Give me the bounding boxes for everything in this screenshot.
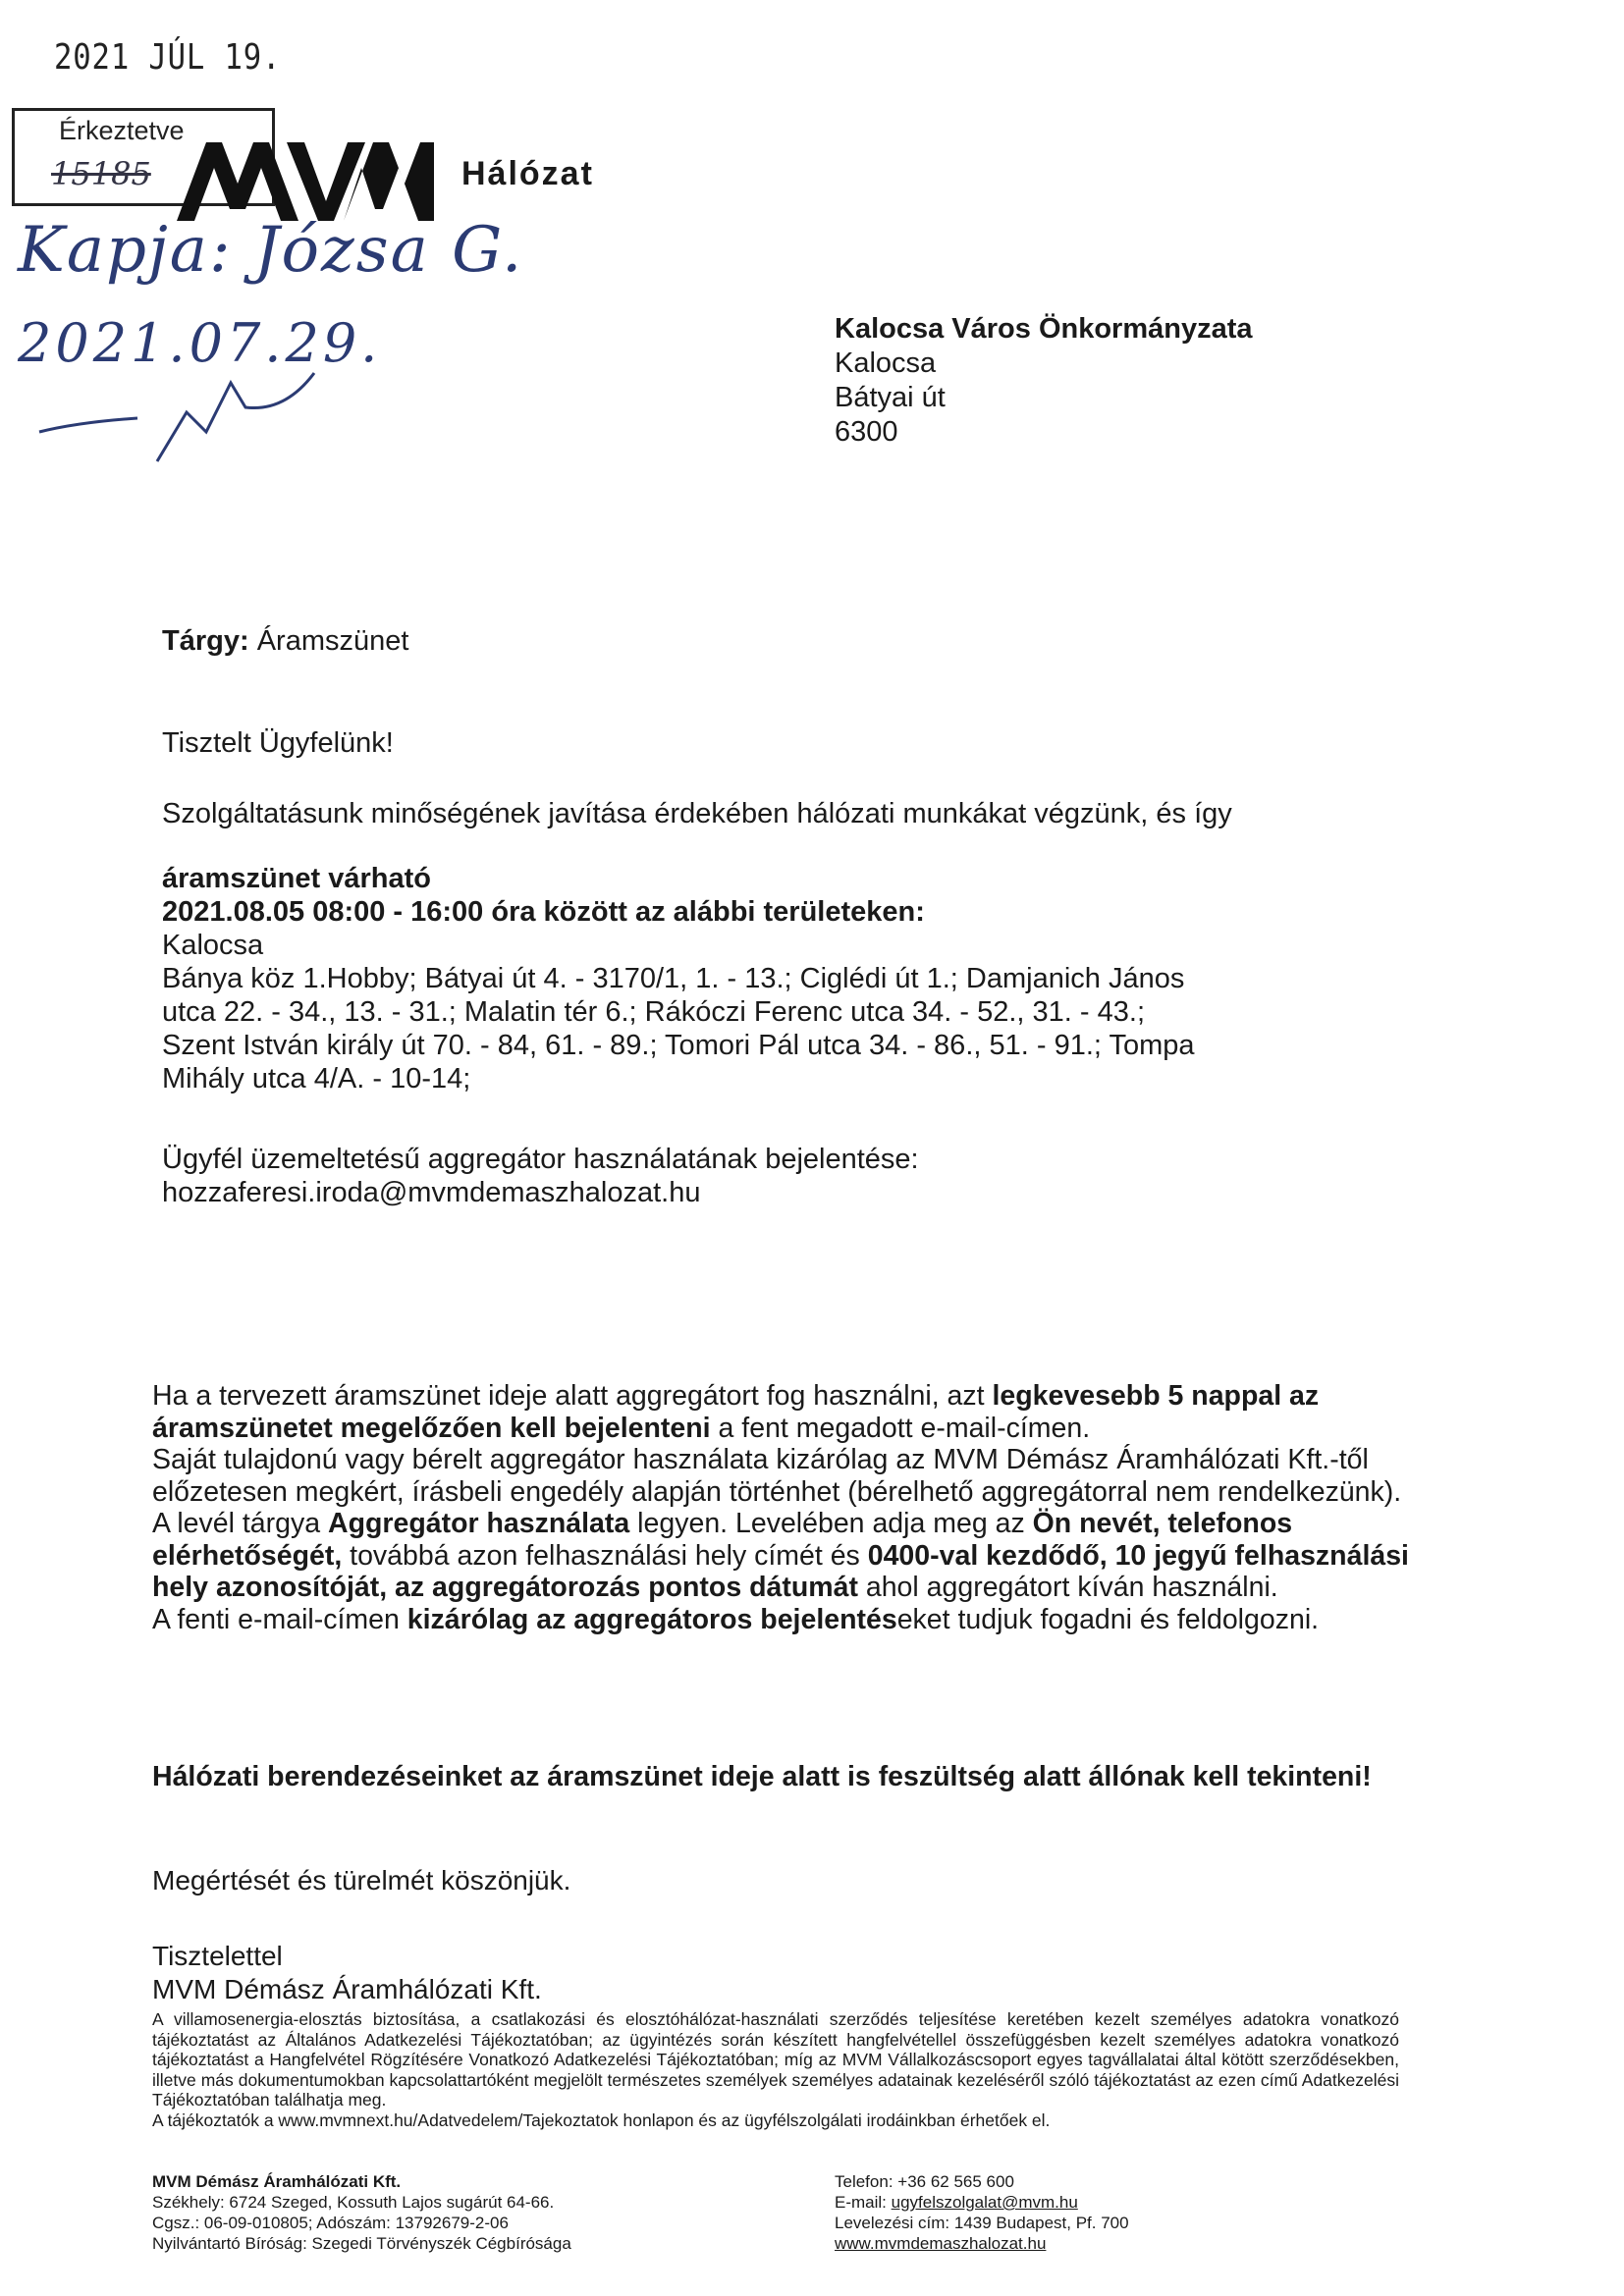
- subject-label: Tárgy:: [162, 625, 249, 657]
- recipient-city: Kalocsa: [835, 347, 937, 379]
- handwritten-signature: [20, 353, 334, 471]
- recipient-name: Kalocsa Város Önkormányzata: [835, 313, 1253, 345]
- footer-phone: Telefon: +36 62 565 600: [835, 2172, 1014, 2191]
- received-stamp-label: Érkeztetve: [59, 116, 185, 145]
- received-stamp-number: 15185: [51, 155, 151, 192]
- safety-warning: Hálózati berendezéseinket az áramszünet ideje alatt is feszültség alatt állónak kell tekinteni!: [152, 1761, 1372, 1792]
- notice-text: A levél tárgya: [152, 1508, 329, 1539]
- footer-web-link[interactable]: www.mvmdemaszhalozat.hu: [835, 2234, 1047, 2253]
- privacy-notice: [152, 2009, 1399, 2130]
- footer-contact-info: [835, 2171, 1129, 2254]
- privacy-text: A villamosenergia-elosztás biztosítása, a csatlakozási és elosztóhálózat-használati szerződés teljesítése keretében kezelt személyes adatokra vonatkozó tájékoztatást az Általános Adatkezelési Tájékoztatóban; az ügyintézés során készített hangfelvétellel összefüggésben kezelt személyes adatokra vonatkozó tájékoztatást a Hangfelvétel Rögzítésére Vonatkozó Adatkezelési Tájékoztatóban; míg az MVM Vállalkozáscsoport egyes tagvállalatai által kötött szerződésekben, illetve más dokumentumokban kapcsolattartóként megjelölt természetes személyek személyes adatainak kezeléséről szóló tájékoztatást az ezen című Adatkezelési Tájékoztatóban találhatja meg.: [152, 2009, 1399, 2109]
- notice-emphasis: Aggregátor használata: [328, 1508, 630, 1539]
- greeting: Tisztelt Ügyfelünk!: [162, 727, 394, 759]
- mvm-logo: [177, 133, 434, 227]
- closing-signature: [152, 1940, 542, 2006]
- notice-text: legyen. Levelében adja meg az: [629, 1508, 1033, 1539]
- aggregator-section: [162, 1143, 1026, 1209]
- notice-paragraph-4: [152, 1604, 1429, 1636]
- recipient-street: Bátyai út: [835, 382, 946, 413]
- footer-hq: Székhely: 6724 Szeged, Kossuth Lajos sugárút 64-66.: [152, 2193, 555, 2212]
- closing-regards: Tisztelettel: [152, 1941, 283, 1971]
- outage-time: 2021.08.05 08:00 - 16:00 óra között az alábbi területeken:: [162, 896, 925, 928]
- aggregator-notice: [152, 1380, 1429, 1635]
- aggregator-email[interactable]: hozzaferesi.iroda@mvmdemaszhalozat.hu: [162, 1177, 701, 1208]
- privacy-links-text: A tájékoztatók a www.mvmnext.hu/Adatvedelem/Tajekoztatok honlapon és az ügyfélszolgálati irodáinkban érhetőek el.: [152, 2109, 1051, 2130]
- notice-emphasis: kizárólag az aggregátoros bejelentés: [406, 1603, 897, 1635]
- footer-company-info: [152, 2171, 571, 2254]
- footer-court: Nyilvántartó Bíróság: Szegedi Törvényszék Cégbírósága: [152, 2234, 571, 2253]
- intro-paragraph: Szolgáltatásunk minőségének javítása érdekében hálózati munkákat végzünk, és így: [162, 798, 1232, 829]
- notice-text: eket tudjuk fogadni és feldolgozni.: [896, 1603, 1320, 1635]
- footer-company: MVM Démász Áramhálózati Kft.: [152, 2172, 402, 2191]
- outage-town: Kalocsa: [162, 930, 264, 961]
- notice-emphasis: 0400-val kezdődő, 10 jegyű felhasználási hely azonosítóját, az aggregátorozás pontos dátumát: [152, 1539, 1409, 1603]
- recipient-zip: 6300: [835, 416, 898, 448]
- notice-text: a fent megadott e-mail-címen.: [710, 1412, 1091, 1444]
- outage-areas: Bánya köz 1.Hobby; Bátyai út 4. - 3170/1, 1. - 13.; Ciglédi út 1.; Damjanich János utca 22. - 34., 13. - 31.; Malatin tér 6.; Rákóczi Ferenc utca 34. - 52., 31. - 43.; Szent István király út 70. - 84, 61. - 89.; Tomori Pál utca 34. - 86., 51. - 91.; Tompa Mihály utca 4/A. - 10-14;: [162, 963, 1195, 1095]
- footer-email-line: [835, 2192, 1129, 2213]
- thanks-line: Megértését és türelmét köszönjük.: [152, 1865, 571, 1896]
- subject-text: Áramszünet: [256, 625, 409, 657]
- received-date-stamp: 2021 JÚL 19.: [54, 37, 282, 78]
- footer-email-link[interactable]: ugyfelszolgalat@mvm.hu: [891, 2193, 1078, 2212]
- footer-email-label: E-mail:: [835, 2193, 892, 2212]
- notice-text: Ha a tervezett áramszünet ideje alatt aggregátort fog használni, azt: [152, 1380, 993, 1412]
- notice-text: továbbá azon felhasználási hely címét és: [342, 1539, 868, 1572]
- notice-paragraph-2: Saját tulajdonú vagy bérelt aggregátor használata kizárólag az MVM Démász Áramhálózati Kft.-től előzetesen megkért, írásbeli engedély alapján történhet (bérelhető aggregátorral nem rendelkezünk).: [152, 1444, 1402, 1508]
- notice-emphasis: legkevesebb 5 nappal az áramszünetet megelőzően kell bejelenteni: [152, 1380, 1320, 1444]
- handwritten-date: 2021.07.29.: [18, 312, 382, 374]
- handwritten-assignment: Kapja: Józsa G.: [18, 214, 524, 287]
- notice-emphasis: Ön nevét, telefonos elérhetőségét,: [152, 1508, 1293, 1572]
- notice-paragraph-3: [152, 1508, 1429, 1604]
- aggregator-label: Ügyfél üzemeltetésű aggregátor használatának bejelentése:: [162, 1144, 919, 1175]
- closing-company: MVM Démász Áramhálózati Kft.: [152, 1974, 542, 2004]
- subject-line: [162, 624, 408, 658]
- notice-paragraph-1: [152, 1380, 1429, 1444]
- notice-text: A fenti e-mail-címen: [152, 1603, 407, 1635]
- footer-post: Levelezési cím: 1439 Budapest, Pf. 700: [835, 2214, 1129, 2232]
- recipient-address: [835, 312, 1253, 450]
- outage-heading: áramszünet várható: [162, 863, 431, 894]
- outage-details: [162, 862, 1203, 1095]
- logo-suffix-text: Hálózat: [461, 155, 594, 192]
- notice-text: ahol aggregátort kíván használni.: [857, 1572, 1278, 1603]
- footer-ids: Cgsz.: 06-09-010805; Adószám: 13792679-2-06: [152, 2214, 509, 2232]
